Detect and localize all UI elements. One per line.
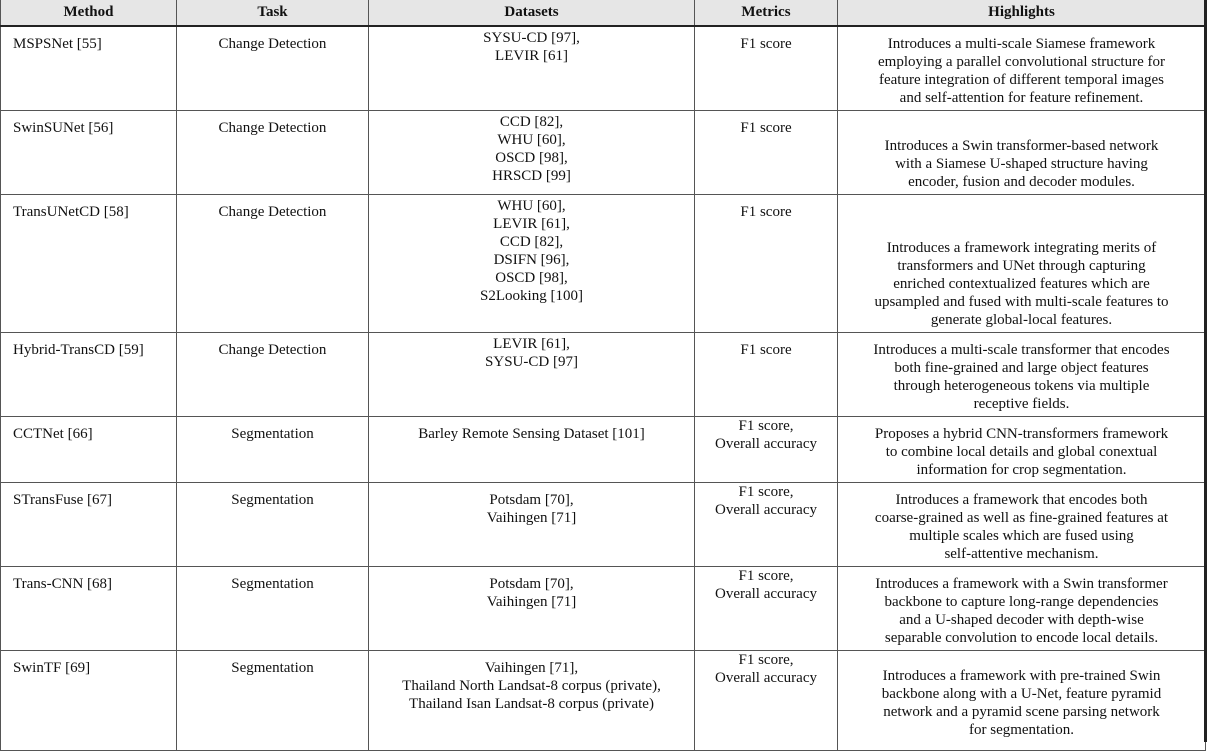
highlights-cell — [838, 110, 1206, 194]
task-name: Segmentation — [231, 425, 314, 442]
datasets-cell — [369, 650, 695, 750]
method-name: SwinTF [69] — [13, 659, 91, 676]
datasets-cell — [369, 110, 695, 194]
task-cell — [177, 110, 369, 194]
method-cell — [1, 110, 177, 194]
metric-entry: F1 score, — [738, 417, 794, 434]
highlight-line: separable convolution to encode local details. — [884, 629, 1159, 646]
task-name: Segmentation — [231, 575, 314, 592]
method-name: MSPSNet [55] — [13, 36, 102, 52]
highlight-line: self-attentive mechanism. — [944, 545, 1099, 562]
highlight-line: Introduces a framework with a Swin transformer — [875, 575, 1168, 592]
metrics-cell — [695, 110, 838, 194]
dataset-entry: DSIFN [96], — [493, 251, 570, 268]
dataset-entry: LEVIR [61], — [493, 215, 570, 232]
metrics-cell — [695, 194, 838, 332]
method-name: SwinSUNet [56] — [13, 119, 114, 136]
highlight-line: feature integration of different temporal images — [878, 72, 1165, 88]
metric-entry: F1 score, — [738, 483, 794, 500]
dataset-entry: Thailand North Landsat-8 corpus (private), — [402, 677, 661, 694]
dataset-entry: LEVIR [61], — [493, 335, 570, 352]
table-row — [1, 650, 1206, 750]
table-row — [1, 332, 1206, 416]
dataset-entry: Potsdam [70], — [489, 491, 574, 508]
table-row — [1, 194, 1206, 332]
highlight-line: to combine local details and global conextual — [885, 443, 1158, 460]
dataset-entry: WHU [60], — [497, 131, 566, 148]
highlights-cell — [838, 26, 1206, 110]
task-cell — [177, 26, 369, 110]
table-row — [1, 482, 1206, 566]
metrics-cell — [695, 566, 838, 650]
metrics-cell — [695, 482, 838, 566]
dataset-entry: Barley Remote Sensing Dataset [101] — [418, 425, 645, 442]
dataset-entry: CCD [82], — [499, 233, 564, 250]
highlights-cell — [838, 332, 1206, 416]
datasets-cell — [369, 332, 695, 416]
metrics-cell — [695, 26, 838, 110]
task-name: Change Detection — [218, 36, 327, 52]
highlight-line: employing a parallel convolutional structure for — [878, 54, 1165, 70]
header-method: Method — [1, 0, 177, 26]
header-metrics: Metrics — [695, 0, 838, 26]
method-cell — [1, 482, 177, 566]
datasets-cell — [369, 26, 695, 110]
metric-entry: F1 score — [740, 341, 792, 358]
datasets-cell — [369, 416, 695, 482]
task-name: Change Detection — [218, 119, 327, 136]
datasets-cell — [369, 566, 695, 650]
dataset-entry: Potsdam [70], — [489, 575, 574, 592]
highlight-line: enriched contextualized features which are — [893, 275, 1150, 292]
metric-entry: Overall accuracy — [714, 669, 817, 686]
method-name: Trans-CNN [68] — [13, 575, 113, 592]
highlight-line: Introduces a Swin transformer-based network — [884, 137, 1159, 154]
highlights-cell — [838, 416, 1206, 482]
dataset-entry: LEVIR [61] — [495, 48, 568, 64]
dataset-entry: SYSU-CD [97], — [483, 30, 580, 46]
highlights-cell — [838, 650, 1206, 750]
task-cell — [177, 482, 369, 566]
highlight-line: Introduces a framework with pre-trained Swin — [882, 667, 1161, 684]
method-name: STransFuse [67] — [13, 491, 113, 508]
task-name: Change Detection — [218, 203, 327, 220]
highlight-line: and self-attention for feature refinement. — [899, 90, 1144, 106]
highlight-line: with a Siamese U-shaped structure having — [895, 155, 1148, 172]
dataset-entry: Vaihingen [71] — [486, 593, 577, 610]
highlight-line: Introduces a framework integrating merits of — [886, 239, 1157, 256]
highlight-line: both fine-grained and large object features — [894, 359, 1149, 376]
method-cell — [1, 26, 177, 110]
dataset-entry: S2Looking [100] — [480, 287, 583, 304]
highlights-cell — [838, 566, 1206, 650]
method-name: CCTNet [66] — [13, 425, 93, 442]
highlight-line: network and a pyramid scene parsing network — [883, 703, 1160, 720]
highlight-line: receptive fields. — [973, 395, 1070, 412]
metrics-cell — [695, 650, 838, 750]
highlight-line: through heterogeneous tokens via multiple — [893, 377, 1150, 394]
task-cell — [177, 416, 369, 482]
method-name: TransUNetCD [58] — [13, 203, 129, 220]
highlights-cell — [838, 482, 1206, 566]
dataset-entry: HRSCD [99] — [492, 167, 571, 184]
metric-entry: F1 score, — [738, 567, 794, 584]
highlight-line: encoder, fusion and decoder modules. — [908, 173, 1135, 190]
task-cell — [177, 566, 369, 650]
dataset-entry: Vaihingen [71], — [484, 659, 579, 676]
dataset-entry: SYSU-CD [97] — [485, 353, 578, 370]
header-highlights: Highlights — [838, 0, 1206, 26]
metric-entry: Overall accuracy — [714, 501, 817, 518]
method-cell — [1, 650, 177, 750]
task-cell — [177, 194, 369, 332]
highlight-line: transformers and UNet through capturing — [897, 257, 1146, 274]
task-name: Segmentation — [231, 659, 314, 676]
method-cell — [1, 416, 177, 482]
dataset-entry: Vaihingen [71] — [486, 509, 577, 526]
method-name: Hybrid-TransCD [59] — [13, 341, 144, 358]
table-row — [1, 566, 1206, 650]
highlight-line: upsampled and fused with multi-scale features to — [874, 293, 1169, 310]
datasets-cell — [369, 482, 695, 566]
highlight-line: Introduces a framework that encodes both — [895, 491, 1148, 508]
table-header-row — [1, 0, 1206, 26]
highlight-line: and a U-shaped decoder with depth-wise — [899, 611, 1144, 628]
highlights-cell — [838, 194, 1206, 332]
highlight-line: Introduces a multi-scale transformer that encodes — [873, 341, 1170, 358]
dataset-entry: CCD [82], — [499, 113, 564, 130]
metric-entry: F1 score — [740, 203, 792, 220]
metrics-cell — [695, 416, 838, 482]
dataset-entry: WHU [60], — [497, 197, 566, 214]
highlight-line: multiple scales which are fused using — [909, 527, 1134, 544]
highlight-line: generate global-local features. — [930, 311, 1113, 328]
table-row — [1, 110, 1206, 194]
metric-entry: F1 score — [740, 36, 792, 52]
table-row — [1, 26, 1206, 110]
method-cell — [1, 194, 177, 332]
dataset-entry: Thailand Isan Landsat-8 corpus (private) — [409, 695, 654, 712]
datasets-cell — [369, 194, 695, 332]
metric-entry: Overall accuracy — [714, 435, 817, 452]
task-name: Segmentation — [231, 491, 314, 508]
method-cell — [1, 332, 177, 416]
header-datasets: Datasets — [369, 0, 695, 26]
metric-entry: F1 score — [740, 119, 792, 136]
highlight-line: information for crop segmentation. — [916, 461, 1127, 478]
highlight-line: backbone along with a U-Net, feature pyramid — [881, 685, 1162, 702]
header-task: Task — [177, 0, 369, 26]
highlight-line: backbone to capture long-range dependencies — [884, 593, 1159, 610]
metrics-cell — [695, 332, 838, 416]
highlight-line: Proposes a hybrid CNN-transformers framework — [874, 425, 1169, 442]
table-row — [1, 416, 1206, 482]
highlight-line: for segmentation. — [969, 721, 1074, 738]
highlight-line: coarse-grained as well as fine-grained features at — [874, 509, 1169, 526]
highlight-line: Introduces a multi-scale Siamese framework — [887, 36, 1156, 52]
task-name: Change Detection — [218, 341, 327, 358]
metric-entry: Overall accuracy — [714, 585, 817, 602]
dataset-entry: OSCD [98], — [495, 149, 568, 166]
task-cell — [177, 332, 369, 416]
dataset-entry: OSCD [98], — [495, 269, 568, 286]
metric-entry: F1 score, — [738, 651, 794, 668]
method-cell — [1, 566, 177, 650]
task-cell — [177, 650, 369, 750]
